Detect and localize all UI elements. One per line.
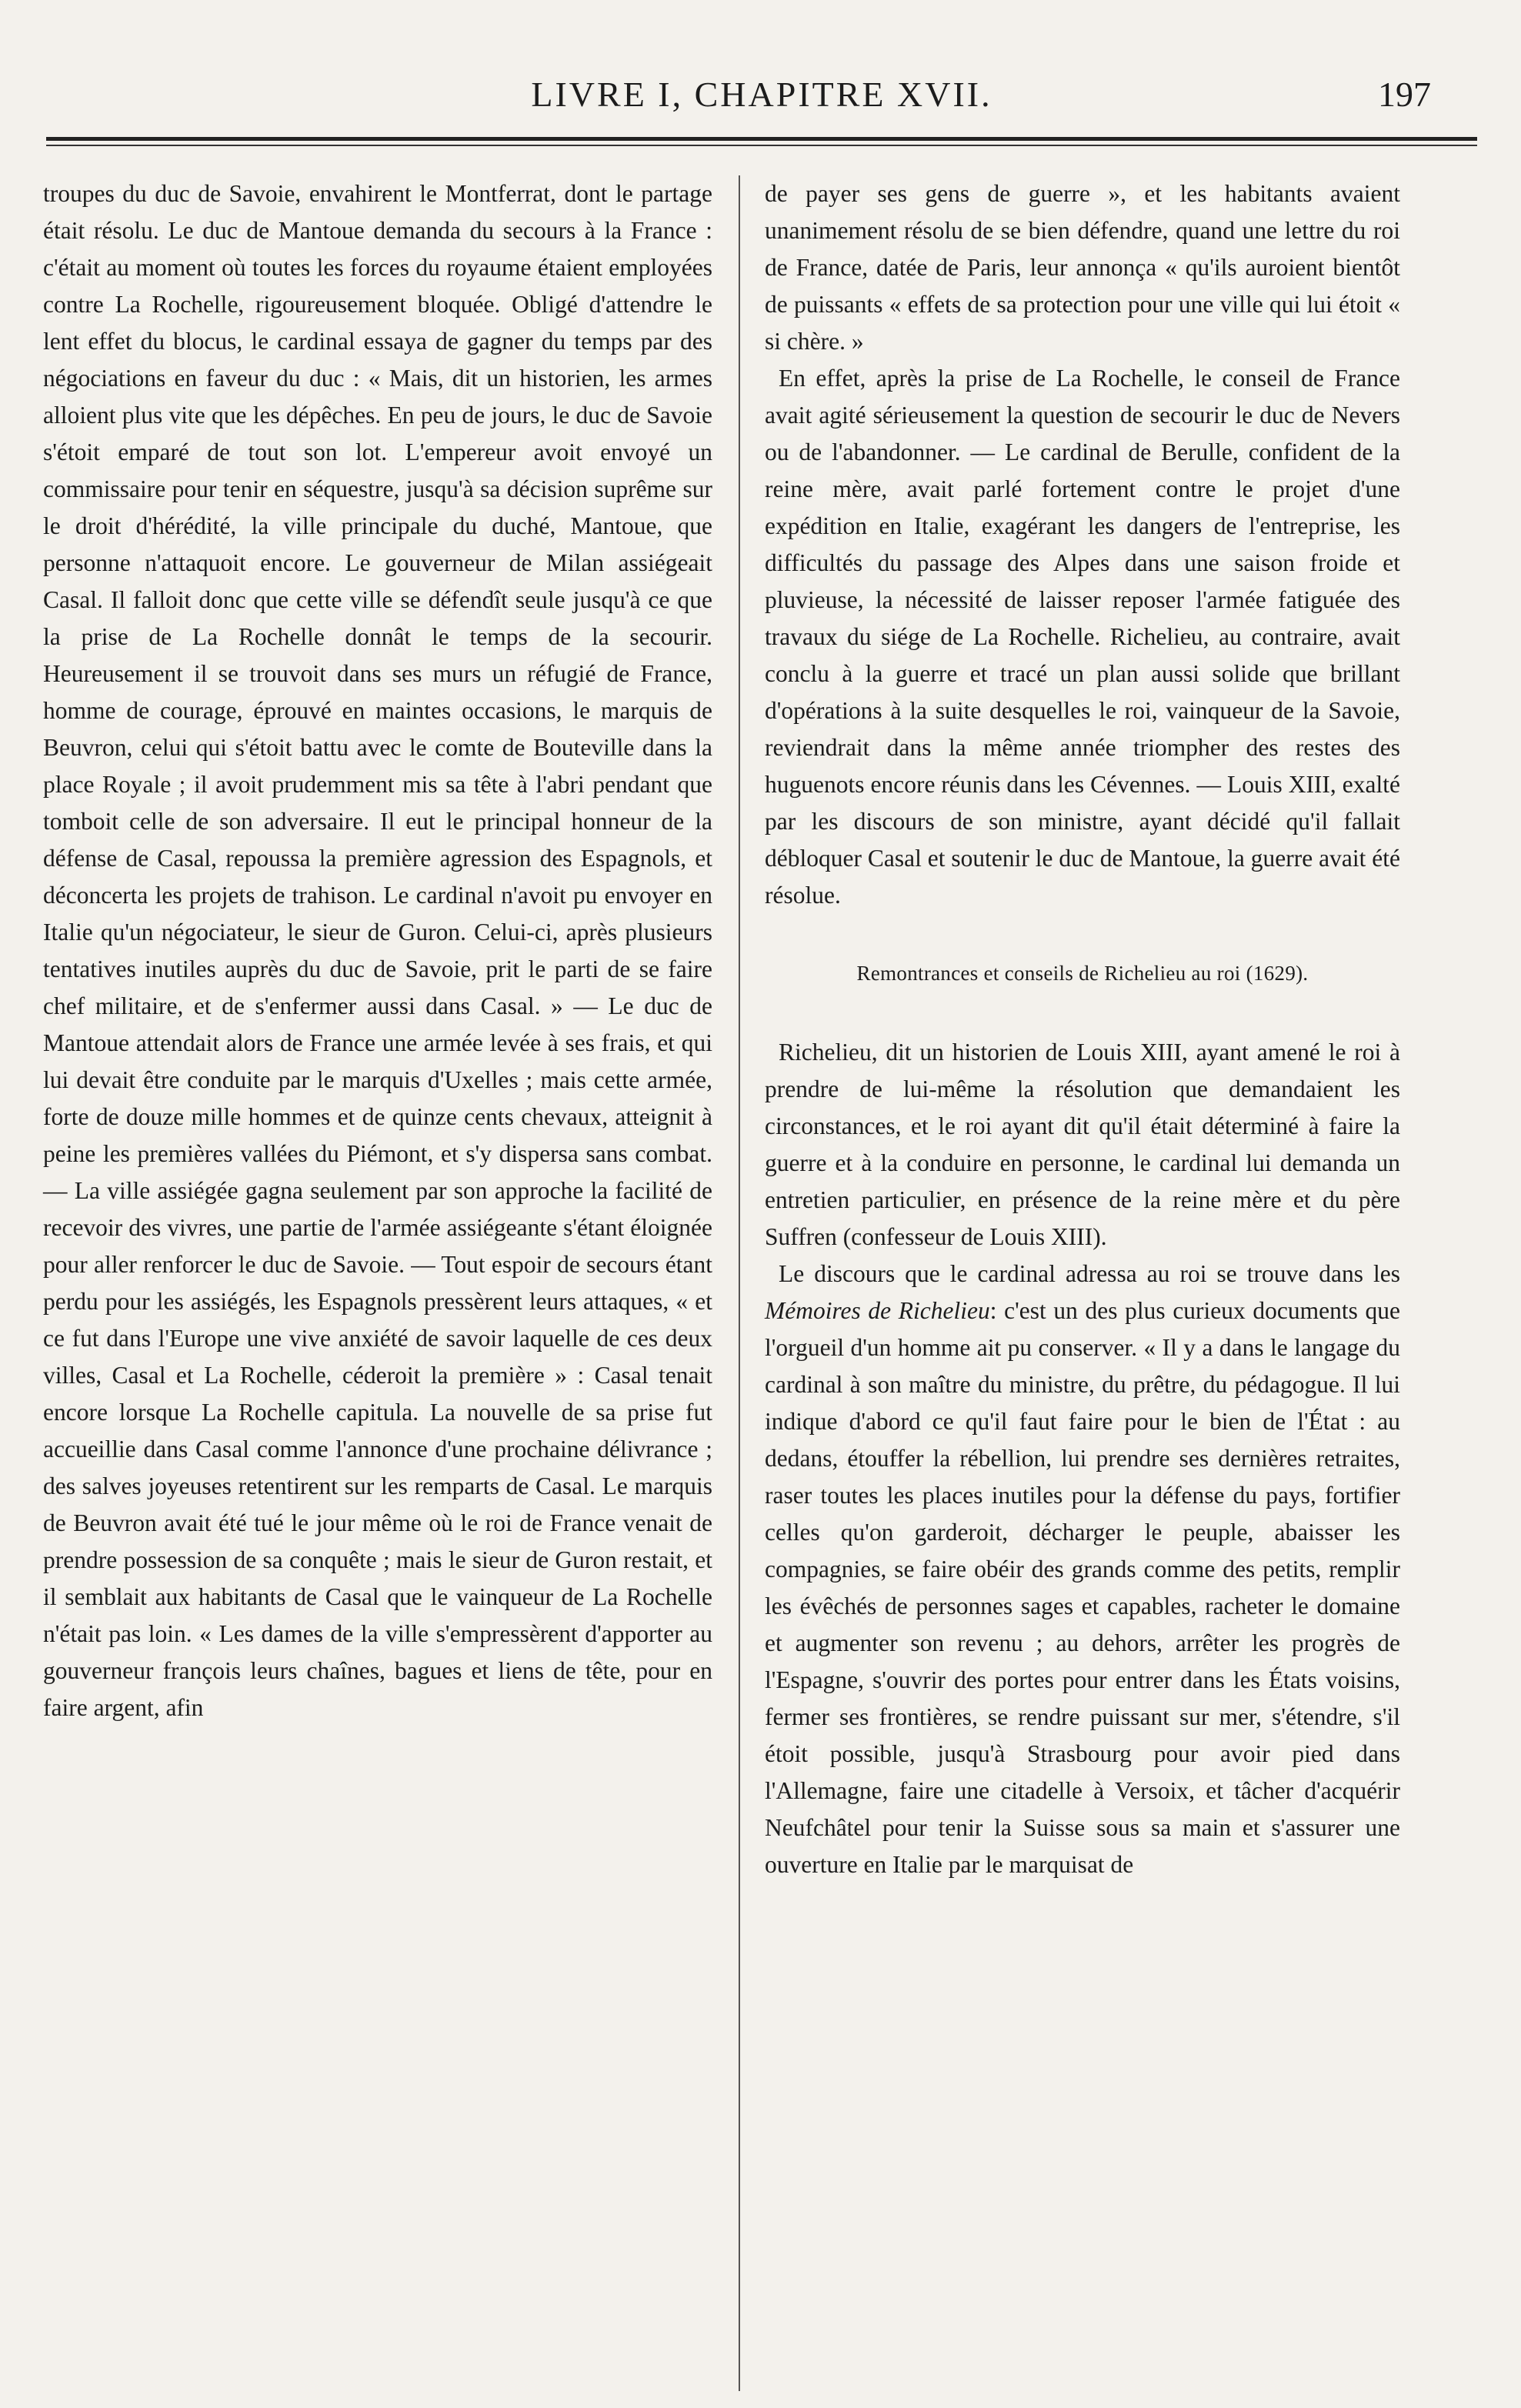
right-paragraph-2: En effet, après la prise de La Rochelle, le conseil de France avait agité sérieusement la question de secourir le duc de Nevers ou de l'abandonner. — Le cardinal de Berulle, confident de la reine mère, avait parlé fortement contre le projet d'une expédition en Italie, exagérant les dangers de l'entreprise, les difficultés du passage des Alpes dans une saison froide et pluvieuse, la nécessité de laisser reposer l'armée fatiguée des travaux du siége de La Rochelle. Richelieu, au contraire, avait conclu à la guerre et tracé un plan aussi solide que brillant d'opérations à la suite desquelles le roi, vainqueur de la Savoie, reviendrait dans la même année triompher des restes des huguenots encore réunis dans les Cévennes. — Louis XIII, exalté par les discours de son ministre, ayant décidé qu'il fallait débloquer Casal et soutenir le duc de Mantoue, la guerre avait été résolue. xyxy=(765,365,1400,909)
p4-rest: : c'est un des plus curieux documents que l'orgueil d'un homme ait pu conserver. « Il y a dans le langage du cardinal à son maître du ministre, du prêtre, du pédagogue. Il lui indique d'abord ce qu'il faut faire pour le bien de l'État : au dedans, étouffer la rébellion, lui prendre ses dernières retraites, raser toutes les places inutiles pour la défense du pays, fortifier celles qu'on garderoit, décharger le peuple, abaisser les compagnies, se faire obéir des grands comme des petits, remplir les évêchés de personnes sages et capables, racheter le domaine et augmenter son revenu ; au dehors, arrêter les progrès de l'Espagne, s'ouvrir des portes pour entrer dans les États voisins, fermer ses frontières, se rendre puissant sur mer, s'étendre, s'il étoit possible, jusqu'à Strasbourg pour avoir pied dans l'Allemagne, faire une citadelle à Versoix, et tâcher d'acquérir Neufchâtel pour tenir la Suisse sous sa main et s'assurer une ouverture en Italie par le marquisat de xyxy=(765,1297,1400,1878)
right-column xyxy=(765,175,1400,1883)
right-paragraph-1: de payer ses gens de guerre », et les habitants avaient unanimement résolu de se bien défendre, quand une lettre du roi de France, datée de Paris, leur annonça « qu'ils auroient bientôt de puissants « effets de sa protection pour une ville qui lui étoit « si chère. » xyxy=(765,180,1400,355)
section-subheading: Remontrances et conseils de Richelieu au roi (1629). xyxy=(856,962,1309,985)
page-number: 197 xyxy=(1378,75,1431,114)
column-divider xyxy=(739,175,740,2391)
running-title: LIVRE I, CHAPITRE XVII. xyxy=(531,75,992,114)
memoires-title: Mémoires de Richelieu xyxy=(765,1297,990,1324)
page-header xyxy=(46,74,1477,135)
p4-start: Le discours que le cardinal adressa au roi se trouve dans les xyxy=(779,1260,1400,1287)
header-rule-thick xyxy=(46,137,1477,141)
header-rule-thin xyxy=(46,145,1477,146)
left-paragraph-1: troupes du duc de Savoie, envahirent le Montferrat, dont le partage était résolu. Le duc de Mantoue demanda du secours à la France : c'était au moment où toutes les forces du royaume étaient employées contre La Rochelle, rigoureusement bloquée. Obligé d'attendre le lent effet du blocus, le cardinal essaya de gagner du temps par des négociations en faveur du duc : « Mais, dit un historien, les armes alloient plus vite que les dépêches. En peu de jours, le duc de Savoie s'étoit emparé de tout son lot. L'empereur avoit envoyé un commissaire pour tenir en séquestre, jusqu'à sa décision suprême sur le droit d'hérédité, la ville principale du duché, Mantoue, que personne n'attaquoit encore. Le gouverneur de Milan assiégeait Casal. Il falloit donc que cette ville se défendît seule jusqu'à ce que la prise de La Rochelle donnât le temps de la secourir. Heureusement il se trouvoit dans ses murs un réfugié de France, homme de courage, éprouvé en maintes occasions, le marquis de Beuvron, celui qui s'étoit battu avec le comte de Bouteville dans la place Royale ; il avoit prudemment mis sa tête à l'abri pendant que tomboit celle de son adversaire. Il eut le principal honneur de la défense de Casal, repoussa la première agression des Espagnols, et déconcerta les projets de trahison. Le cardinal n'avoit pu envoyer en Italie qu'un négociateur, le sieur de Guron. Celui-ci, après plusieurs tentatives inutiles auprès du duc de Savoie, prit le parti de se faire chef militaire, et de s'enfermer aussi dans Casal. » — Le duc de Mantoue attendait alors de France une armée levée à ses frais, et qui lui devait être conduite par le marquis d'Uxelles ; mais cette armée, forte de douze mille hommes et de quinze cents chevaux, atteignit à peine les premières vallées du Piémont, et s'y dispersa sans combat. — La ville assiégée gagna seulement par son approche la facilité de recevoir des vivres, une partie de l'armée assiégeante s'étant éloignée pour aller renforcer le duc de Savoie. — Tout espoir de secours étant perdu pour les assiégés, les Espagnols pressèrent leurs attaques, « et ce fut dans l'Europe une vive anxiété de savoir laquelle de ces deux villes, Casal et La Rochelle, céderoit la première » : Casal tenait encore lorsque La Rochelle capitula. La nouvelle de sa prise fut accueillie dans Casal comme l'annonce d'une prochaine délivrance ; des salves joyeuses retentirent sur les remparts de Casal. Le marquis de Beuvron avait été tué le jour même où le roi de France venait de prendre possession de sa conquête ; mais le sieur de Guron restait, et il semblait aux habitants de Casal que le vainqueur de La Rochelle n'était pas loin. « Les dames de la ville s'empressèrent d'apporter au gouverneur françois leurs chaînes, bagues et liens de tête, pour en faire argent, afin xyxy=(43,180,712,1721)
left-column xyxy=(43,175,712,1726)
right-paragraph-4 xyxy=(765,1256,1400,1883)
right-paragraph-3: Richelieu, dit un historien de Louis XIII, ayant amené le roi à prendre de lui-même la résolution que demandaient les circonstances, et le roi ayant dit qu'il était déterminé à faire la guerre et à la conduire en personne, le cardinal lui demanda un entretien particulier, en présence de la reine mère et du père Suffren (confesseur de Louis XIII). xyxy=(765,1039,1400,1250)
